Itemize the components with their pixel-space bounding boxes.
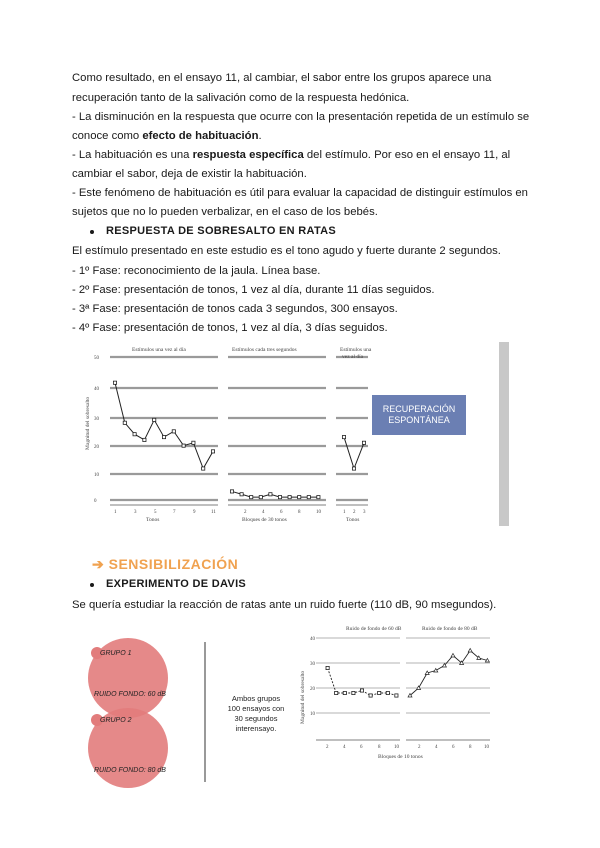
x-tick: 8	[298, 510, 301, 515]
x-tick: 3	[134, 510, 137, 515]
recovery-point	[352, 467, 355, 470]
three-sec-point	[307, 496, 310, 499]
daily-point	[133, 433, 136, 436]
panel-title: Estímulos cada tres segundos	[232, 347, 297, 353]
paragraph-line: - Este fenómeno de habituación es útil para evaluar la capacidad de distinguir estímulos en	[72, 187, 528, 199]
paragraph-line: sujetos que no lo pueden verbalizar, en el caso de los bebés.	[72, 206, 378, 218]
daily-point	[182, 444, 185, 447]
note-line: 100 ensayos con	[227, 704, 285, 713]
callout-line: RECUPERACIÓN	[382, 404, 456, 414]
section-title: ➔ SENSIBILIZACIÓN	[92, 556, 239, 572]
note-line: 30 segundos	[234, 714, 278, 723]
x-tick: 4	[435, 745, 438, 750]
noise60-point	[395, 694, 398, 697]
text: conoce como	[72, 130, 143, 142]
phase-line: - 2º Fase: presentación de tonos, 1 vez al día, durante 11 días seguidos.	[72, 284, 435, 296]
y-tick: 0	[94, 499, 97, 504]
x-axis-title: Bloques de 10 tonos	[378, 754, 423, 760]
x-tick: 8	[378, 745, 381, 750]
y-axis-label: Magnitud del sobresalto	[300, 670, 306, 724]
davis-groups-diagram	[84, 636, 214, 786]
three-sec-point	[250, 496, 253, 499]
y-tick: 50	[94, 356, 99, 361]
y-tick: 20	[310, 687, 315, 692]
paragraph-line	[72, 148, 510, 162]
group2-noise: RUIDO FONDO: 80 dB	[94, 767, 166, 774]
noise60-point	[369, 694, 372, 697]
paragraph-line: - La disminución en la respuesta que ocurre con la presentación repetida de un estímulo se	[72, 111, 530, 123]
text: - La habituación es una	[72, 149, 193, 161]
section-heading: EXPERIMENTO DE DAVIS	[106, 578, 247, 590]
three-sec-point	[278, 496, 281, 499]
noise60-point	[386, 691, 389, 694]
three-sec-point	[298, 496, 301, 499]
paragraph-line	[72, 129, 262, 143]
three-sec-point	[240, 493, 243, 496]
figure-side-bar-ext	[499, 342, 509, 526]
daily-point	[172, 430, 175, 433]
daily-point	[192, 441, 195, 444]
panel-title: Estímulos una	[340, 347, 372, 353]
recovery-callout	[372, 395, 466, 435]
group1-label: GRUPO 1	[100, 650, 132, 657]
x-ticks	[326, 745, 490, 750]
daily-point	[153, 418, 156, 421]
x-axis-title: Bloques de 30 tonos	[242, 517, 287, 523]
daily-point	[143, 438, 146, 441]
note-line: Ambos grupos	[231, 694, 281, 703]
x-tick: 2	[353, 510, 356, 515]
y-axis-label: Magnitud del sobresalto	[85, 396, 91, 450]
daily-point	[123, 421, 126, 424]
daily-point	[202, 467, 205, 470]
y-tick: 10	[94, 473, 99, 478]
noise80-point	[468, 649, 472, 653]
x-tick: 6	[360, 745, 363, 750]
paragraph-line: Se quería estudiar la reacción de ratas ante un ruido fuerte (110 dB, 90 msegundos).	[72, 599, 497, 611]
group1-noise: RUIDO FONDO: 60 dB	[94, 691, 166, 698]
gridlines	[316, 638, 490, 713]
daily-point	[113, 381, 116, 384]
x-tick: 10	[316, 510, 321, 515]
y-tick: 20	[94, 445, 99, 450]
noise80-point	[485, 659, 489, 663]
x-axis-title: Tonos	[146, 517, 160, 523]
x-tick: 10	[394, 745, 399, 750]
panel-title: Estímulos una vez al día	[132, 347, 186, 353]
three-sec-point	[288, 496, 291, 499]
y-tick: 40	[94, 387, 99, 392]
x-tick: 4	[343, 745, 346, 750]
three-sec-point	[259, 496, 262, 499]
note-line: interensayo.	[235, 724, 277, 733]
y-tick: 30	[310, 662, 315, 667]
callout-line: ESPONTÁNEA	[388, 415, 450, 425]
daily-point	[162, 435, 165, 438]
noise80-point	[451, 654, 455, 658]
x-tick: 10	[484, 745, 489, 750]
paragraph-line: recuperación tanto de la salivación como de la respuesta hedónica.	[72, 92, 410, 104]
three-sec-point	[269, 493, 272, 496]
panel-title: Ruido de fondo de 60 dB	[346, 626, 402, 632]
y-tick: 10	[310, 712, 315, 717]
bold-term: respuesta específica	[192, 149, 304, 161]
noise60-point	[378, 691, 381, 694]
phase-line: - 1º Fase: reconocimiento de la jaula. Línea base.	[72, 265, 321, 277]
x-tick: 9	[193, 510, 196, 515]
recovery-point	[342, 435, 345, 438]
x-tick: 3	[363, 510, 366, 515]
x-tick: 4	[262, 510, 265, 515]
bullet-dot	[90, 230, 94, 234]
x-axis-title: Tonos	[346, 517, 360, 523]
panel-title: vez al día	[342, 354, 364, 360]
noise80-point	[417, 686, 421, 690]
x-tick: 2	[244, 510, 247, 515]
y-tick: 40	[310, 637, 315, 642]
x-tick: 6	[452, 745, 455, 750]
x-tick: 7	[173, 510, 176, 515]
phase-line: - 3ª Fase: presentación de tonos cada 3 segundos, 300 ensayos.	[72, 303, 398, 315]
bullet-dot	[90, 583, 94, 587]
x-tick: 11	[211, 510, 216, 515]
group2-label: GRUPO 2	[100, 717, 132, 724]
phase-line: - 4º Fase: presentación de tonos, 1 vez al día, 3 días seguidos.	[72, 322, 388, 334]
noise60-point	[343, 691, 346, 694]
noise60-point	[335, 691, 338, 694]
paragraph-line: El estímulo presentado en este estudio es el tono agudo y fuerte durante 2 segundos.	[72, 245, 501, 257]
daily-point	[211, 450, 214, 453]
bold-term: efecto de habituación	[142, 130, 259, 142]
davis-chart	[298, 620, 498, 765]
x-tick: 2	[418, 745, 421, 750]
x-tick: 1	[343, 510, 346, 515]
text: del estímulo. Por eso en el ensayo 11, al	[303, 149, 511, 161]
x-tick: 1	[114, 510, 117, 515]
paragraph-line: Como resultado, en el ensayo 11, al cambiar, el sabor entre los grupos aparece una	[72, 72, 492, 84]
paragraph-line: cambiar el sabor, deja de existir la habituación.	[72, 168, 307, 180]
three-sec-point	[317, 496, 320, 499]
x-tick: 2	[326, 745, 329, 750]
text: .	[258, 130, 262, 142]
x-tick: 6	[280, 510, 283, 515]
noise80-point	[425, 671, 429, 675]
trial-note	[214, 694, 298, 734]
noise60-point	[326, 666, 329, 669]
series-line-80db	[410, 651, 487, 696]
panel-title: Ruido de fondo de 80 dB	[422, 626, 478, 632]
x-tick: 5	[154, 510, 157, 515]
three-sec-point	[230, 490, 233, 493]
y-tick: 30	[94, 417, 99, 422]
recovery-point	[362, 441, 365, 444]
noise80-point	[434, 669, 438, 673]
section-heading: RESPUESTA DE SOBRESALTO EN RATAS	[106, 225, 337, 237]
x-tick: 8	[469, 745, 472, 750]
noise60-point	[352, 691, 355, 694]
noise60-point	[360, 689, 363, 692]
